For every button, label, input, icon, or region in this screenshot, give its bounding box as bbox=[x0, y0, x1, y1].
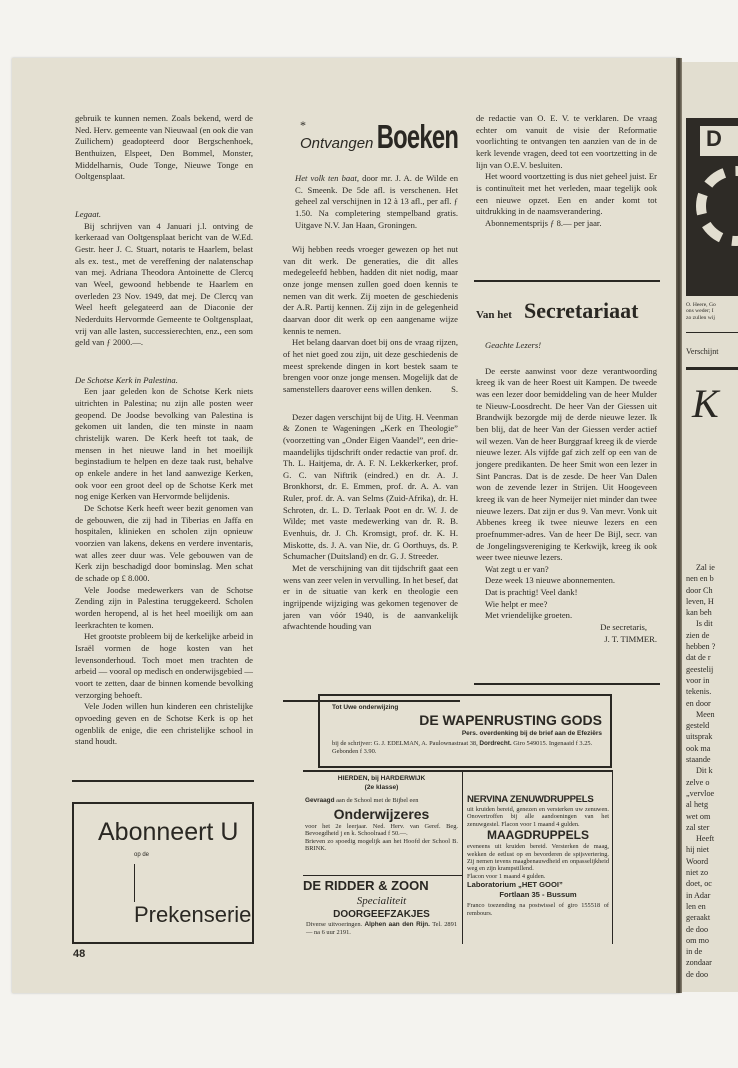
divider bbox=[303, 875, 462, 876]
text-line: en door bbox=[686, 698, 711, 708]
ad-lab: Laboratorium „HET GOOI” bbox=[467, 880, 563, 890]
text-line: om mo bbox=[686, 935, 709, 945]
divider bbox=[686, 332, 738, 333]
text-line: staande bbox=[686, 755, 711, 765]
ad-product: DOORGEEFZAKJES bbox=[333, 909, 430, 920]
text-line: de doo bbox=[686, 969, 709, 979]
text-line: nen en b bbox=[686, 574, 714, 584]
ad-class: (2e klasse) bbox=[364, 784, 399, 791]
next-page bbox=[682, 62, 738, 992]
ad-title: Onderwijzeres bbox=[333, 805, 430, 822]
text-line: uitsprak bbox=[686, 732, 713, 742]
ad-vertical-line bbox=[134, 864, 135, 902]
paragraph: Vele Joodse medewerkers van de Schotse Zending zijn in Palestina teruggekeerd. Scholen worden heropend, al is het heel moeilijk om aan leerkrachten te komen. bbox=[75, 584, 253, 630]
text-line: kan beh bbox=[686, 608, 712, 618]
paragraph: Bij schrijven van 4 Januari j.l. ontving de kerkeraad van Ooltgensplaat bericht van de W.Ed. Gestr. heer J. C. Stuart, notaris te Haarlem, belast als ex. test., met de vereffening der nalatenschap van mej. Adriana Theodora Antoinette de Clercq van Weel, gewoond hebbende te Haarlem en overleden 23 Nov. 1949, dat mej. De Clercq van Weel heeft gelegateerd aan de Diaconie der Nederduits Hervormde Gemeente te Ooltgensplaat, vrij van alle lasten, successierechten, enz., een som geld van ƒ 2000.—. bbox=[75, 220, 253, 348]
heading-small: Van het bbox=[476, 309, 512, 321]
ad-school bbox=[305, 774, 458, 853]
paragraph: Abonnementsprijs ƒ 8.— per jaar. bbox=[485, 217, 602, 228]
paragraph: Vele Joden willen hun kinderen een christelijke opvoeding geven en de Schotse Kerk is op het ogenblik de enige, die een christelijke school in stand houdt. bbox=[75, 701, 253, 747]
text-line: ook ma bbox=[686, 743, 711, 753]
divider bbox=[686, 367, 738, 370]
ad-intro: Tot Uwe onderwijzing bbox=[332, 704, 399, 711]
ad-text: uit kruiden bereid, genezen en versterken uw zenuwen. Onovertroffen bij alle aandoeningen van het zenuwgestel. Flacon voor 1 maand 4 gulden. bbox=[467, 806, 609, 828]
heading-secretariaat bbox=[476, 298, 658, 324]
book-title: Het volk ten baat, bbox=[295, 173, 360, 183]
ad-spec: Specialiteit bbox=[356, 895, 407, 907]
paragraph: Dezer dagen verschijnt bij de Uitg. H. Veenman & Zonen te Wageningen „Kerk en Theologie” (voorzetting van „Onder Eigen Vaandel”, een drie-maandelijks tijdschrift onder redactie van prof. dr. Th. L. Haitjema, dr. A. F. N. Lekkerkerker, prof. G. C. van Niftrik (eindred.) en dr. A. J. Bronkhorst, dr. E. Emmen, prof. dr. A. A. van Ruler, prof. dr. A. van Selms (Zuid-Afrika), dr. H. Schroten, dr. L. D. Terlaak Poot en dr. W. J. de Wilde; met vaste medewerking van dr. R. B. Evenhuis, dr. J. Ch. Kromsigt, prof. dr. K. H. Miskotte, ds. J. A. van Nie, dr. G Oorthuys, ds. P. Schumacher (Duitsland) en dr. G. J. Streeder. bbox=[283, 411, 458, 562]
text-line: Woord bbox=[686, 856, 709, 866]
text-line: leven, H bbox=[686, 596, 714, 606]
left-column bbox=[75, 113, 253, 748]
salutation: Geachte Lezers! bbox=[485, 340, 542, 350]
paragraph: De Schotse Kerk heeft weer bezit genomen van de gebouwen, die zij had in Tiberias en Jaffa en hospitalen, klinieken en scholen zijn opnieuw voorzien van lakens, dekens en verdere inventaris, wat alles zeer duur was. Vele gebouwen van de Kerk zijn beschadigd door bominslag. Men schat de schade op £ 8.000. bbox=[75, 503, 253, 583]
ornament-graphic bbox=[686, 118, 738, 296]
ad-headline: Abonneert U bbox=[98, 818, 239, 846]
ad-text: Franco toezending na postwissel of giro 155518 of rembours. bbox=[467, 902, 609, 917]
ad-abonneer bbox=[72, 802, 254, 944]
ornament-letter: D bbox=[706, 126, 722, 151]
ad-place: HIERDEN, bij HARDERWIJK bbox=[337, 775, 426, 782]
line: Met vriendelijke groeten. bbox=[485, 610, 573, 621]
line: Wie helpt er mee? bbox=[485, 598, 548, 609]
ad-subtitle: Pers. overdenking bij de brief aan de Efeziërs bbox=[461, 730, 602, 737]
divider bbox=[474, 683, 660, 685]
text-line: voor in bbox=[686, 675, 710, 685]
text-line: geraakt bbox=[686, 913, 711, 923]
page-number: 48 bbox=[73, 948, 86, 960]
ad-lead: Gevraagd bbox=[305, 797, 335, 804]
signature-name: J. T. TIMMER. bbox=[604, 633, 657, 644]
text-line: gesteld bbox=[686, 721, 710, 731]
script-initial: K bbox=[692, 381, 719, 426]
paragraph: Wij hebben reeds vroeger gewezen op het nut van dit werk. De generaties, die dit alles medegeleefd hebben, hadden dit niet nodig, maar onze jonge mensen zullen goed doen kennis te nemen van dit werk. Zij moeten de geschiedenis der A.R. Partij kennen. Zij zijn in de gelegenheid daarvan door dit werk op een aangename wijze kennis te nemen. bbox=[283, 244, 458, 336]
section-heading: Legaat. bbox=[75, 208, 102, 219]
text-line: hij niet bbox=[686, 845, 709, 855]
text-line: zal ster bbox=[686, 822, 710, 832]
caption-line: ons weder; I bbox=[686, 308, 714, 315]
book-info: door mr. J. A. de Wilde en C. Smeenk. De 5de afl. is verschenen. Het geheel zal verschijnen in 12 à 13 afl., per afl. ƒ 1.50. Na completering stempelband gratis. Uitgave N.V. Jan Haan, Groningen. bbox=[295, 173, 458, 230]
text-line: geestelij bbox=[686, 664, 714, 674]
heading-big: Secretariaat bbox=[523, 298, 639, 323]
ad-city: Dordrecht. bbox=[479, 740, 512, 747]
right-column bbox=[476, 340, 657, 645]
paragraph: De eerste aanwinst voor deze verantwoording kreeg ik van de heer Roest uit Kampen. De tweede was een lezer door bemiddeling van de heer Mulder te Nieuw-Loosdrecht. De heer Van der Giessen uit Brandwijk bezorgde mij de derde nieuwe lezer. Ik ben blij, dat de heer Van der Giessen verder actief wil wezen. Van de heer Burggraaf kreeg ik de vierde nieuwe lezer. Als vijfde gaf zich zelf op een van de jongere predikanten. De heer Smit won een lezer in Sint Pancras. Dat is de zesde. De heer Van Dalen won de zevende lezer in Strijen. Uit Hoogeveen kreeg ik van de heer Nymeijer niet minder dan twee nieuwe lezers. Dat zijn er dus 9. Van mevr. Vonk uit Abbenes kreeg ik twee nieuwe lezers en een proefnummer-adres. Van de heer De Bijl, secr. van de Jongelingsvereniging te Kerkwijk, kreeg ik ook weer twee nieuwe lezers. bbox=[476, 365, 657, 563]
divider bbox=[72, 780, 254, 782]
caption-line: O. Heere, Go bbox=[686, 302, 716, 308]
text-line: „vervloe bbox=[686, 788, 715, 798]
text-line: zelve o bbox=[686, 777, 710, 787]
ornament-wheel bbox=[696, 166, 738, 246]
divider bbox=[303, 770, 613, 772]
ad-title: DE WAPENRUSTING GODS bbox=[419, 712, 602, 728]
ad-subline: op de bbox=[134, 852, 150, 858]
ad-city: Alphen aan den Rijn. bbox=[364, 921, 430, 928]
signature: S. bbox=[451, 383, 458, 394]
divider bbox=[474, 280, 660, 282]
ad-title: NERVINA ZENUWDRUPPELS bbox=[467, 794, 594, 805]
middle-column bbox=[283, 244, 458, 633]
text-line: wet om bbox=[686, 811, 711, 821]
paragraph: Het woord voortzetting is dus niet geheel juist. Er is continuïteit met het verleden, maar tegelijk ook een nieuwe opzet. Een en ander komt tot uitdrukking in de naamsverandering. bbox=[476, 171, 657, 217]
ad-title: DE RIDDER & ZOON bbox=[303, 878, 429, 893]
ad-text: Brieven zo spoedig mogelijk aan het Hoofd der School B. BRINK. bbox=[305, 837, 458, 853]
text-line: niet zo bbox=[686, 868, 709, 878]
text-line: in de bbox=[686, 947, 703, 957]
text-line: dat de r bbox=[686, 653, 711, 663]
paragraph: Het grootste probleem bij de kerkelijke arbeid in Israël vormen de hoge kosten van het levensonderhoud. Toch moet men trachten de arbeid — vooral op medisch en onderwijsgebied — voort te zetten, daar de binnen komende bevolking verzorging behoeft. bbox=[75, 631, 253, 700]
text-line: tekenis. bbox=[686, 687, 712, 697]
text-line: Heeft bbox=[696, 834, 715, 844]
text-line: hebben ? bbox=[686, 642, 716, 652]
book-entry bbox=[295, 173, 458, 231]
text-line: door Ch bbox=[686, 585, 713, 595]
ad-text: Flacon voor 1 maand 4 gulden. bbox=[467, 872, 546, 880]
text-line: zien de bbox=[686, 630, 710, 640]
vertical-divider bbox=[612, 772, 613, 944]
paragraph-text: Het belang daarvan doet bij ons de vraag rijzen, of het niet goed zou zijn, uit deze geschiedenis de meest sprekende dingen in kort bestek saam te brengen voor onze jonge mensen. Mogelijk dat de samenstellers daarover eens willen denken. bbox=[283, 337, 458, 394]
ad-text-part: Giro 549015. Ingenaaid f 3.25. Gebonden f 3.90. bbox=[332, 740, 593, 755]
next-page-text bbox=[686, 562, 715, 980]
paragraph: gebruik te kunnen nemen. Zoals bekend, werd de Ned. Herv. gemeente van Nieuwaal (en ook die van Zuilichem) geadopteerd door Bergschenhoek, Benthuizen, Elspeet, Den Bommel, Monster, Middelharnis, Oude Tonge, Nieuwe Tonge en Ooltgensplaat. bbox=[75, 113, 253, 182]
heading-ontvangen-boeken bbox=[290, 118, 460, 158]
text-line: zondaar bbox=[686, 958, 712, 968]
asterisk: * bbox=[300, 118, 306, 132]
text-line: Zal ie bbox=[696, 563, 715, 572]
ad-text: eveneens uit kruiden bereid. Versterken de maag, wekken de eetlust op en bevorderen de spijsvertering. Zij nemen tevens maagbenauwdheid en onpasselijkheid weg en zijn krampstillend. bbox=[467, 843, 609, 873]
caption bbox=[686, 302, 716, 321]
ad-text-part: bij de schrijver: G. J. EDELMAN, A. Paulownastraat 38, bbox=[332, 740, 480, 747]
caption-line: zo zullen wij bbox=[686, 314, 715, 321]
text-line: Dit k bbox=[696, 766, 713, 776]
line: Dat is prachtig! Veel dank! bbox=[485, 587, 578, 598]
text-line: Is dit bbox=[696, 619, 713, 629]
line: Wat zegt u er van? bbox=[485, 563, 549, 574]
vertical-divider bbox=[462, 772, 463, 944]
heading-big: Boeken bbox=[376, 118, 458, 155]
right-column-top bbox=[476, 113, 657, 230]
ad-ridder bbox=[303, 878, 460, 936]
ad-nervina bbox=[467, 793, 609, 917]
paragraph: Een jaar geleden kon de Schotse Kerk niets uitrichten in Palestina; nu zijn alle posten weer geopend. De Joodse bevolking van Palestina is gekomen uit landen, die ten minste in naam christelijk waren. De Kerk heeft tot taak, de mensen in het nieuwe land in het moeilijk beginstadium te helpen en deze taak rust, behalve op enkele andere in het land aanwezige Kerken, ook voor een groot deel op de Schotse Kerk met nog enige Kerken van Hervormde belijdenis. bbox=[75, 386, 253, 502]
ad-headline: Prekenserie bbox=[134, 902, 252, 927]
ad-text: Diverse uitvoeringen. bbox=[306, 921, 365, 928]
text-line: de doo bbox=[686, 924, 709, 934]
paragraph: de redactie van O. E. V. te verklaren. De vraag echter om vanuit de visie der Reformatie voorlichting te ontvangen ten aanzien van de in de kerk levende vragen, deed tot een voortzetting in de lijn van O.E.V. besluiten. bbox=[476, 113, 657, 170]
ad-address: Fortlaan 35 - Bussum bbox=[499, 890, 577, 900]
paragraph: Met de verschijning van dit tijdschrift gaat een wens van zeer velen in vervulling. In het besef, dat er in de situatie van kerk en theologie een ingrijpende wijziging was gekomen tegenover de jaren van vóór 1940, is de aanvankelijk afwachtende houding van bbox=[283, 563, 458, 632]
ad-wapenrusting bbox=[318, 694, 612, 768]
signature-title: De secretaris, bbox=[600, 622, 647, 633]
paragraph bbox=[283, 337, 458, 395]
ad-text: voor het 2e leerjaar. Ned. Herv. van Geref. Beg. Bevoegdheid j en k. Schoolraad f 50.—. bbox=[305, 822, 458, 838]
ad-title: MAAGDRUPPELS bbox=[486, 828, 589, 843]
ad-text: aan de School met de Bijbel een bbox=[334, 797, 419, 804]
next-page-label: Verschijnt bbox=[686, 347, 719, 356]
line: Deze week 13 nieuwe abonnementen. bbox=[485, 575, 616, 586]
ad-text bbox=[332, 740, 600, 756]
ad-text: Tel. 2891 — na 6 uur 2191. bbox=[306, 921, 458, 936]
text-line: doet, oc bbox=[686, 879, 712, 889]
heading-small: Ontvangen bbox=[300, 135, 374, 152]
text-line: Meen bbox=[696, 709, 715, 719]
text-line: in Adar bbox=[686, 890, 711, 900]
text-line: al hetg bbox=[686, 800, 709, 810]
text-line: len en bbox=[686, 901, 706, 911]
section-heading: De Schotse Kerk in Palestina. bbox=[75, 374, 178, 385]
